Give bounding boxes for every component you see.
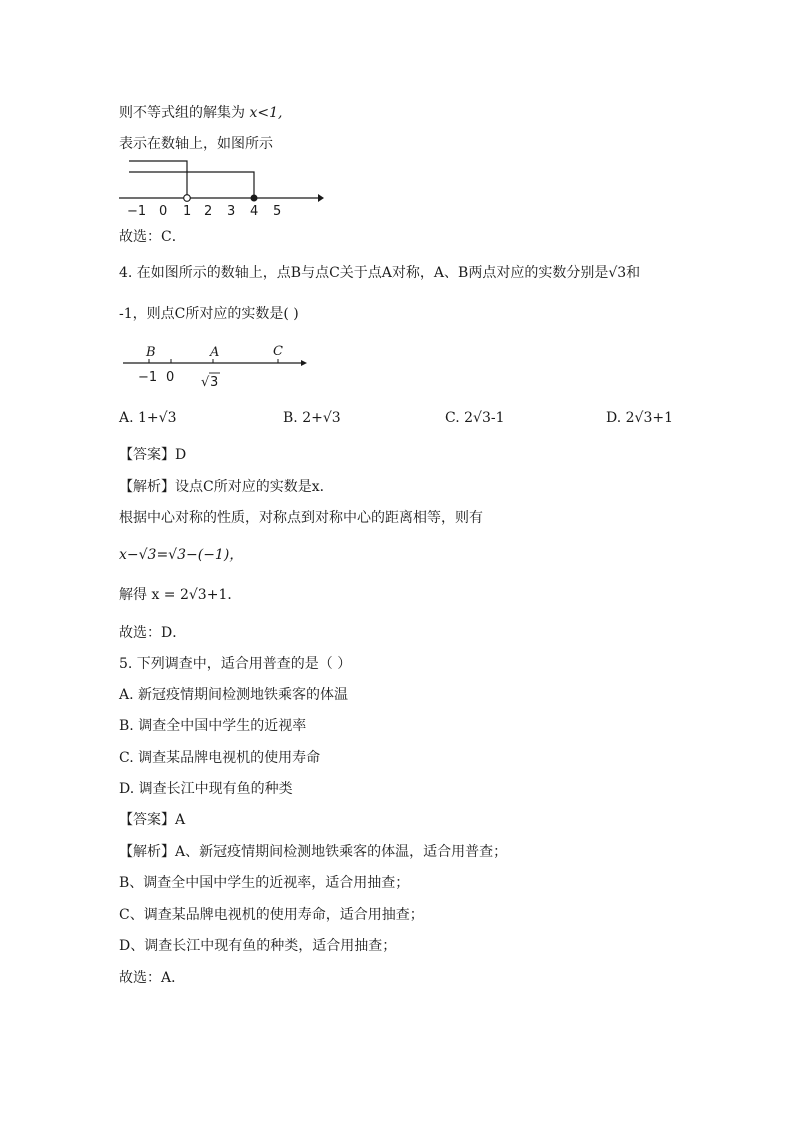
tick-label-minus1: −1 [138,370,158,385]
tick-label: 2 [204,204,213,219]
q5-option-a: A. 新冠疫情期间检测地铁乘客的体温 [119,687,349,703]
tick-label: 0 [159,204,168,219]
tick-label: 1 [183,204,192,219]
analysis-q4-text2: 根据中心对称的性质，对称点到对称中心的距离相等，则有 [119,510,483,526]
solution-set-text: 则不等式组的解集为 [119,105,245,121]
option-b: B. 2+√3 [283,410,341,426]
tick-label: 5 [273,204,282,219]
tick-label: 4 [250,204,259,219]
point-label-a: A [210,345,220,360]
option-d: D. 2√3+1 [606,410,673,426]
axis-arrow [301,360,307,366]
choose-a: 故选：A． [119,970,186,986]
option-c: C. 2√3-1 [445,410,505,426]
tick-label: 3 [227,204,236,219]
equation-q4: x−√3=√3−(−1)， [119,547,244,563]
number-line-2 [0,0,794,400]
analysis-q5-d: D、调查长江中现有鱼的种类，适合用抽查； [119,938,397,954]
analysis-q5-a: 【解析】A、新冠疫情期间检测地铁乘客的体温，适合用普查； [119,844,508,860]
q5-option-c: C. 调查某品牌电视机的使用寿命 [119,750,321,766]
analysis-q4: 【解析】设点C所对应的实数是x． [119,479,334,495]
analysis-q5-c: C、调查某品牌电视机的使用寿命，适合用抽查； [119,907,424,923]
solved-q4: 解得 x = 2√3+1． [119,587,242,603]
point-label-c: C [273,344,283,359]
choose-c: 故选：C． [119,229,186,245]
sqrt-value: 3 [210,375,219,390]
number-line-intro: 表示在数轴上，如图所示 [119,136,273,152]
point-label-b: B [146,345,156,360]
q5-option-b: B. 调查全中国中学生的近视率 [119,718,307,734]
q5-stem: 5. 下列调查中，适合用普查的是（ ） [119,656,352,672]
tick-label-0: 0 [166,370,175,385]
choose-d: 故选：D． [119,625,187,641]
q5-option-d: D. 调查长江中现有鱼的种类 [119,781,293,797]
q4-line1: 4. 在如图所示的数轴上，点B与点C关于点A对称，A、B两点对应的实数分别是√3和 [119,265,641,281]
q4-line2: -1，则点C所对应的实数是( ) [119,306,299,322]
sqrt-symbol: √ [201,375,210,390]
analysis-q5-b: B、调查全中国中学生的近视率，适合用抽查； [119,875,410,891]
answer-a: 【答案】A [119,812,186,828]
tick-label: −1 [127,204,147,219]
solution-set-math: x<1, [249,105,283,121]
answer-d: 【答案】D [119,447,187,463]
option-a: A. 1+√3 [119,410,177,426]
